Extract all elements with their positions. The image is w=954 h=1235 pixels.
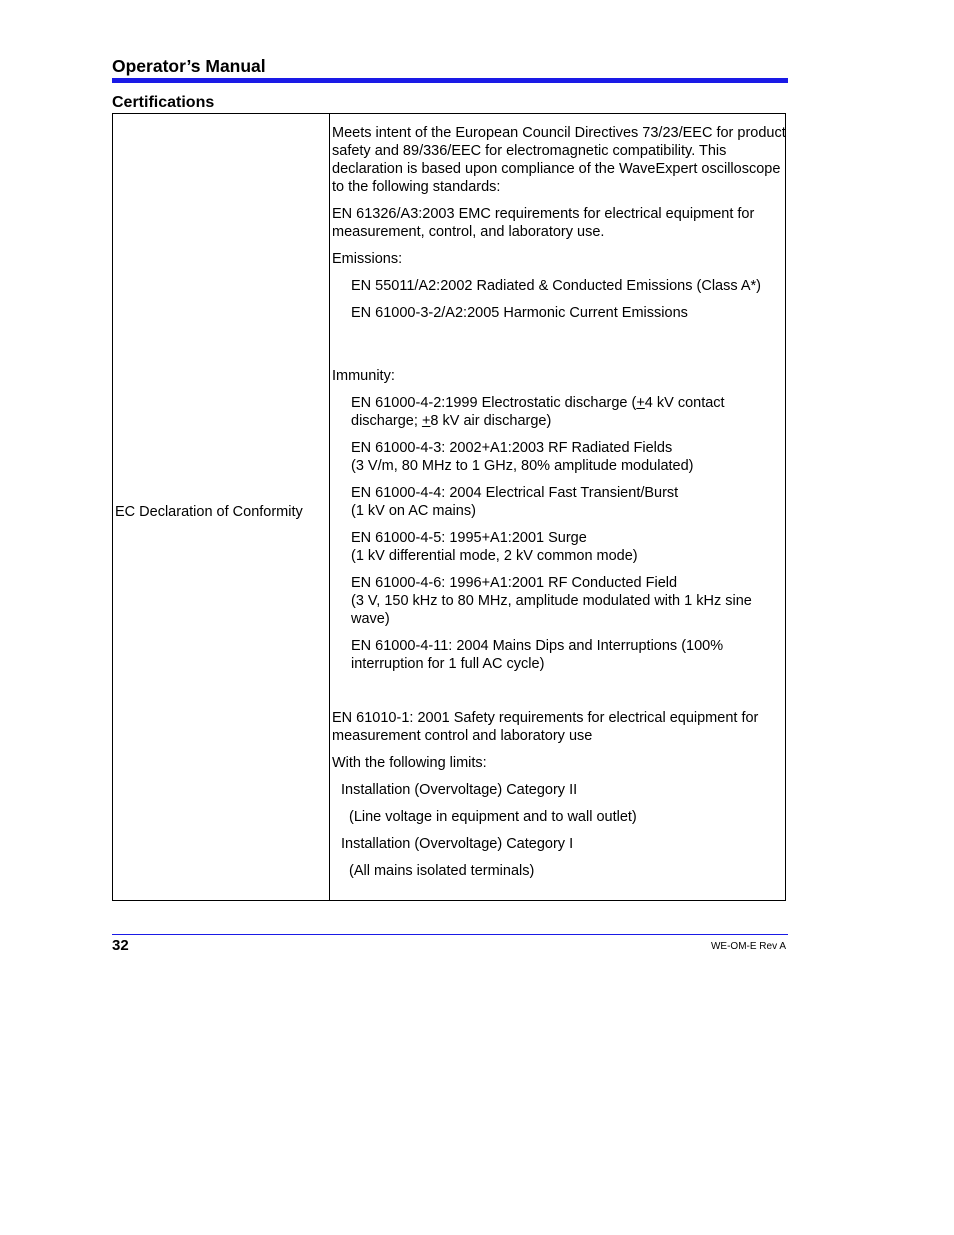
esd-text-b: 4 kV contact discharge; [351, 395, 725, 429]
immunity-heading: Immunity: [332, 368, 395, 384]
immunity-item [332, 439, 786, 475]
immunity-standard: EN 61000-4-4: 2004 Electrical Fast Transient/Burst [351, 485, 679, 501]
immunity-item-dips: EN 61000-4-11: 2004 Mains Dips and Interruptions (100% interruption for 1 full AC cycle) [351, 638, 724, 672]
limit-note: (All mains isolated terminals) [349, 863, 535, 879]
emc-standard: EN 61326/A3:2003 EMC requirements for electrical equipment for measurement, control, and laboratory use. [332, 206, 755, 240]
esd-text-c: 8 kV air discharge) [430, 413, 552, 429]
ec-declaration-label: EC Declaration of Conformity [115, 504, 303, 520]
directives-intro: Meets intent of the European Council Directives 73/23/EEC for product safety and 89/336/EEC for electromagnetic compatibility. This declaration is based upon compliance of the WaveExpert oscilloscope to the following standards: [332, 125, 786, 195]
page-number: 32 [112, 937, 129, 954]
page-header-title: Operator’s Manual [112, 56, 266, 76]
immunity-detail: (3 V/m, 80 MHz to 1 GHz, 80% amplitude modulated) [351, 458, 694, 474]
immunity-detail: (3 V, 150 kHz to 80 MHz, amplitude modulated with 1 kHz sine wave) [351, 593, 752, 627]
immunity-detail: (1 kV differential mode, 2 kV common mode) [351, 548, 638, 564]
header-rule [112, 78, 788, 83]
immunity-standard: EN 61000-4-6: 1996+A1:2001 RF Conducted Field [351, 575, 678, 591]
limit-category: Installation (Overvoltage) Category I [341, 836, 574, 852]
emissions-item: EN 55011/A2:2002 Radiated & Conducted Emissions (Class A*) [351, 278, 761, 294]
plus-minus-sign: + [421, 413, 431, 429]
column-divider [329, 114, 330, 900]
immunity-item-esd [332, 394, 786, 430]
immunity-detail: (1 kV on AC mains) [351, 503, 476, 519]
emissions-item: EN 61000-3-2/A2:2005 Harmonic Current Emissions [351, 305, 688, 321]
emissions-heading: Emissions: [332, 251, 403, 267]
plus-minus-sign: + [636, 395, 645, 411]
declaration-details [332, 124, 786, 889]
document-id: WE-OM-E Rev A [710, 941, 786, 952]
section-title: Certifications [112, 94, 215, 111]
immunity-item [332, 529, 786, 565]
limit-note: (Line voltage in equipment and to wall outlet) [349, 809, 637, 825]
footer-rule [112, 934, 788, 935]
certifications-table [112, 113, 786, 901]
immunity-item [332, 484, 786, 520]
safety-standard: EN 61010-1: 2001 Safety requirements for electrical equipment for measurement control and laboratory use [332, 710, 759, 744]
immunity-standard: EN 61000-4-3: 2002+A1:2003 RF Radiated Fields [351, 440, 673, 456]
immunity-item [332, 574, 786, 628]
immunity-standard: EN 61000-4-5: 1995+A1:2001 Surge [351, 530, 587, 546]
limits-heading: With the following limits: [332, 755, 487, 771]
limit-category: Installation (Overvoltage) Category II [341, 782, 578, 798]
esd-text-a: EN 61000-4-2:1999 Electrostatic discharge ( [351, 395, 637, 411]
